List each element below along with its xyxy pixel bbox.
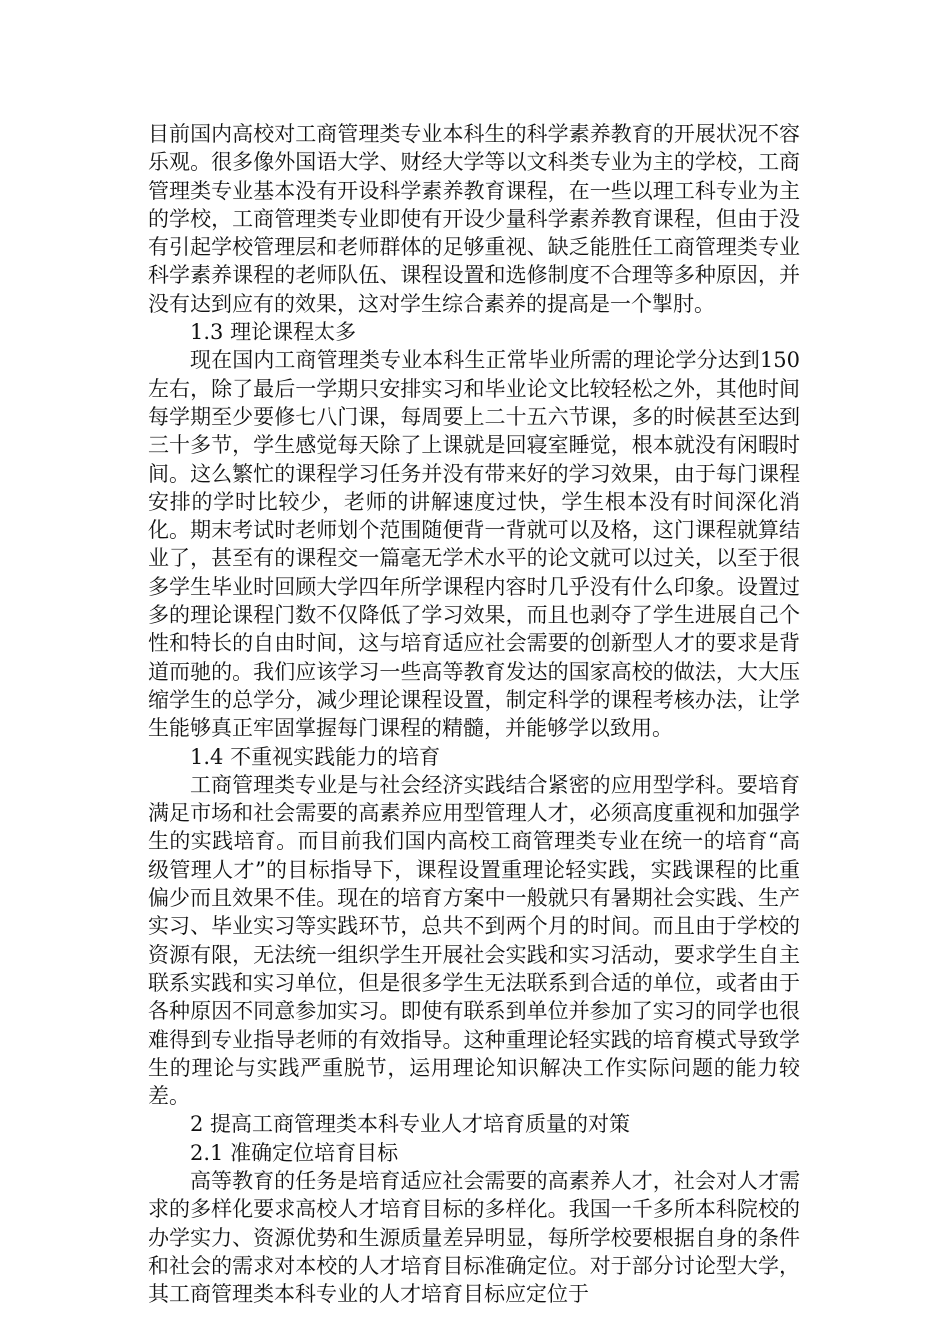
paragraph-science-literacy: 目前国内高校对工商管理类专业本科生的科学素养教育的开展状况不容乐观。很多像外国语大学、财经大学等以文科类专业为主的学校，工商管理类专业基本没有开设科学素养教育课程，在一些以理工科专业为主的学校，工商管理类专业即使有开设少量科学素养教育课程，但由于没有引起学校管理层和老师群体的足够重视、缺乏能胜任工商管理类专业科学素养课程的老师队伍、课程设置和选修制度不合理等多种原因，并没有达到应有的效果，这对学生综合素养的提高是一个掣肘。 (148, 122, 800, 316)
paragraph-practice-training: 工商管理类专业是与社会经济实践结合紧密的应用型学科。要培育满足市场和社会需要的高素养应用型管理人才，必须高度重视和加强学生的实践培育。而目前我们国内高校工商管理类专业在统一的培育“高级管理人才”的目标指导下，课程设置重理论轻实践，实践课程的比重偏少而且效果不佳。现在的培育方案中一般就只有暑期社会实践、生产实习、毕业实习等实践环节，总共不到两个月的时间。而且由于学校的资源有限，无法统一组织学生开展社会实践和实习活动，要求学生自主联系实践和实习单位，但是很多学生无法联系到合适的单位，或者由于各种原因不同意参加实习。即使有联系到单位并参加了实习的同学也很难得到专业指导老师的有效指导。这种重理论轻实践的培育模式导致学生的理论与实践严重脱节，运用理论知识解决工作实际问题的能力较差。 (148, 772, 800, 1109)
document-body (148, 120, 800, 1308)
paragraph-training-goals: 高等教育的任务是培育适应社会需要的高素养人才，社会对人才需求的多样化要求高校人才培育目标的多样化。我国一千多所本科院校的办学实力、资源优势和生源质量差异明显，每所学校要根据自身的条件和社会的需求对本校的人才培育目标准确定位。对于部分讨论型大学，其工商管理类本科专业的人才培育目标应定位于 (148, 1168, 800, 1307)
section-heading-2-1: 2.1 准确定位培育目标 (190, 1140, 399, 1165)
section-heading-2: 2 提高工商管理类本科专业人才培育质量的对策 (190, 1112, 631, 1137)
section-heading-1-3: 1.3 理论课程太多 (190, 320, 357, 345)
section-heading-1-4: 1.4 不重视实践能力的培育 (190, 744, 441, 769)
paragraph-theory-courses: 现在国内工商管理类专业本科生正常毕业所需的理论学分达到150左右，除了最后一学期只安排实习和毕业论文比较轻松之外，其他时间每学期至少要修七八门课，每周要上二十五六节课，多的时候甚至达到三十多节，学生感觉每天除了上课就是回寝室睡觉，根本就没有闲暇时间。这么繁忙的课程学习任务并没有带来好的学习效果，由于每门课程安排的学时比较少，老师的讲解速度过快，学生根本没有时间深化消化。期末考试时老师划个范围随便背一背就可以及格，这门课程就算结业了，甚至有的课程交一篇毫无学术水平的论文就可以过关，以至于很多学生毕业时回顾大学四年所学课程内容时几乎没有什么印象。设置过多的理论课程门数不仅降低了学习效果，而且也剥夺了学生进展自己个性和特长的自由时间，这与培育适应社会需要的创新型人才的要求是背道而驰的。我们应该学习一些高等教育发达的国家高校的做法，大大压缩学生的总学分，减少理论课程设置，制定科学的课程考核办法，让学生能够真正牢固掌握每门课程的精髓，并能够学以致用。 (148, 348, 800, 741)
